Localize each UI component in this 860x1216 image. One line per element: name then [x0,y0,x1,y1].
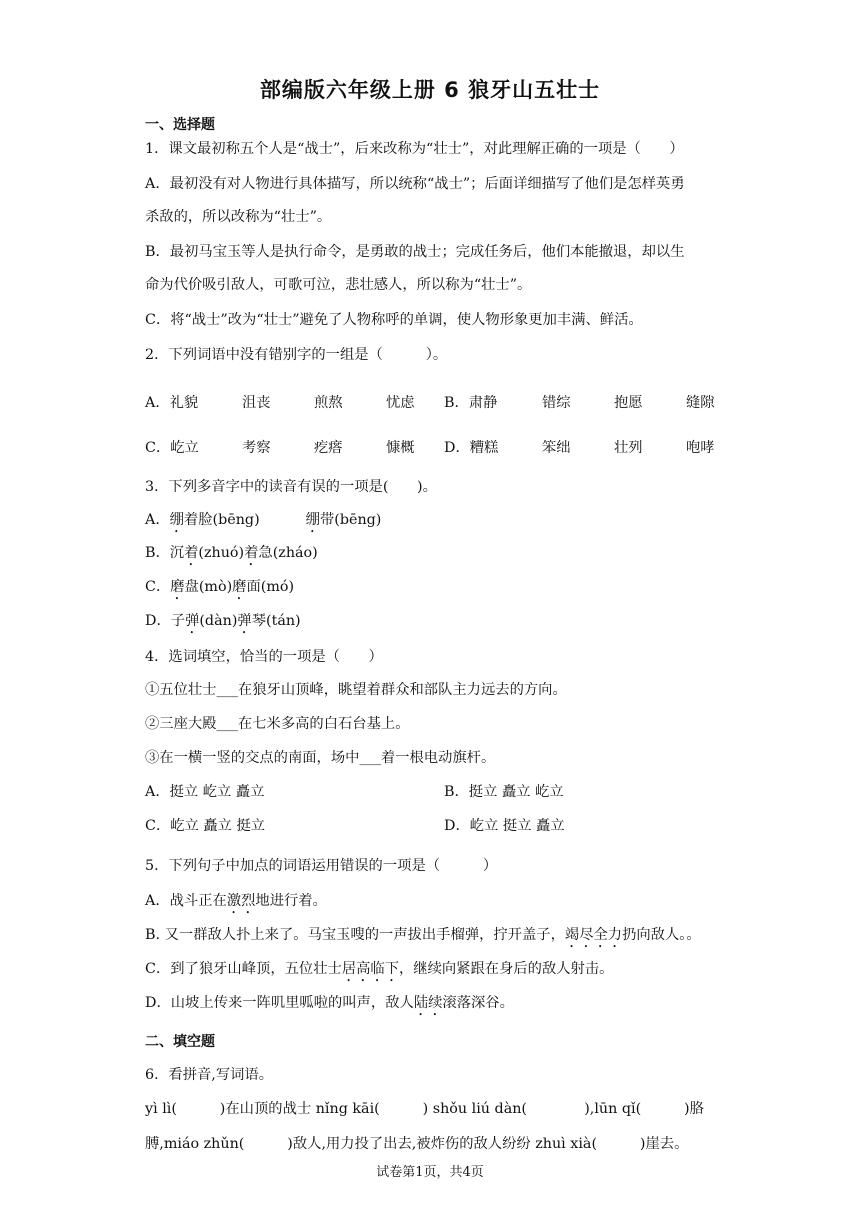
word-cell: 疙瘩 [314,440,343,456]
question-5-option-b [145,925,701,951]
word-cell: D．糟糕 [444,440,499,456]
question-4-option-d: D．屹立 挺立 矗立 [444,818,565,834]
option-text: 带(bēng) [319,512,382,528]
option-text: B．沉 [145,545,185,561]
question-6-stem: 6．看拼音,写词语。 [145,1067,274,1083]
question-5-stem: 5．下列句子中加点的词语运用错误的一项是（ ） [145,858,498,874]
question-1-option-b-line1: B．最初马宝玉等人是执行命令，是勇敢的战士；完成任务后，他们本能撤退，却以生 [145,244,685,260]
word-cell: 笨绌 [542,440,571,456]
word-cell: 缝隙 [686,395,715,411]
question-5-option-d [145,993,514,1019]
option-label: C． [145,579,171,595]
word-cell: 考察 [242,440,271,456]
question-3-option-a [145,510,381,536]
question-1-stem: 1．课文最初称五个人是“战士”，后来改称为“壮士”，对此理解正确的一项是（ ） [145,141,684,157]
option-text: 面(mó) [246,579,295,595]
section-heading-choice: 一、选择题 [145,117,215,133]
word-cell: 慷概 [386,440,415,456]
option-text: (zhuó) [198,545,245,561]
word-cell: 煎熬 [314,395,343,411]
option-text: D．子 [145,613,186,629]
section-heading-fill: 二、填空题 [145,1034,215,1050]
question-1-option-c: C．将“战士”改为“壮士”避免了人物称呼的单调，使人物形象更加丰满、鲜活。 [145,312,643,328]
question-4-sentence-2: ②三座大殿___在七米多高的白石台基上。 [145,716,410,732]
dotted-word: 陆续 [413,995,443,1011]
option-text: A．战斗正在 [145,893,227,909]
page-footer: 试卷第1页，共4页 [376,1165,484,1180]
word-cell: 沮丧 [242,395,271,411]
question-1-option-a-line1: A．最初没有对人物进行具体描写，所以统称“战士”；后面详细描写了他们是怎样英勇 [145,176,685,192]
option-text: 盘(mò) [184,579,233,595]
question-4-option-b: B．挺立 矗立 屹立 [444,784,564,800]
option-text: 滚落深谷。 [442,995,514,1011]
question-4-sentence-1: ①五位壮士___在狼牙山顶峰，眺望着群众和部队主力远去的方向。 [145,682,567,698]
question-6-line-2: 膊,miáo zhǔn( )敌人,用力投了出去,被炸伤的敌人纷纷 zhuì xià( )崖去。 [145,1136,689,1152]
page-title: 部编版六年级上册 6 狼牙山五壮士 [259,78,601,102]
question-1-option-a-line2: 杀敌的，所以改称为“壮士”。 [145,209,332,225]
question-1-option-b-line2: 命为代价吸引敌人，可歌可泣，悲壮感人，所以称为“壮士”。 [145,277,532,293]
question-2-stem: 2．下列词语中没有错别字的一组是（ ）。 [145,347,448,363]
word-cell: 咆哮 [686,440,715,456]
dotted-char: 着 [244,545,259,561]
word-cell: 错综 [542,395,571,411]
option-text: 扔向敌人。。 [622,927,701,943]
word-cell: B．肃静 [444,395,498,411]
option-text: (dàn) [199,613,238,629]
option-text: 急(zháo) [258,545,318,561]
dotted-word: 居高临下 [341,961,399,977]
option-text: C．到了狼牙山峰顶，五位壮士 [145,961,342,977]
option-text: ，继续向紧跟在身后的敌人射击。 [399,961,614,977]
option-label: A． [145,512,170,528]
word-cell: C．屹立 [145,440,199,456]
question-3-stem: 3．下列多音字中的读音有误的一项是( )。 [145,479,437,495]
word-cell: 壮列 [614,440,643,456]
word-cell: 忧虑 [386,395,415,411]
option-text: D．山坡上传来一阵叽里呱啦的叫声，敌人 [145,995,414,1011]
option-text: B. 又一群敌人扑上来了。马宝玉嗖的一声拔出手榴弹，拧开盖子， [145,927,565,943]
word-cell: A．礼貌 [145,395,199,411]
dotted-char: 着 [184,545,199,561]
option-text: 地进行着。 [255,893,327,909]
dotted-word: 竭尽全力 [564,927,623,943]
question-3-option-d [145,611,301,637]
word-cell: 抱愿 [614,395,643,411]
dotted-char: 绷 [305,512,320,528]
question-3-option-b [145,543,318,569]
option-text: 琴(tán) [251,613,301,629]
question-5-option-a [145,891,327,917]
dotted-char: 磨 [170,579,185,595]
dotted-char: 磨 [232,579,247,595]
dotted-char: 弹 [185,613,200,629]
question-4-sentence-3: ③在一横一竖的交点的南面，场中___着一根电动旗杆。 [145,750,496,766]
question-4-option-a: A．挺立 屹立 矗立 [145,784,265,800]
option-text: 着脸(bēng) [183,512,260,528]
question-4-stem: 4．选词填空，恰当的一项是（ ） [145,649,383,665]
dotted-char: 绷 [169,512,184,528]
question-3-option-c [145,577,294,603]
question-5-option-c [145,959,613,985]
dotted-word: 激烈 [226,893,256,909]
question-4-option-c: C．屹立 矗立 挺立 [145,818,266,834]
question-6-line-1: yì lì( )在山顶的战士 nǐng kāi( ) shǒu liú dàn( ),lūn qǐ( )胳 [145,1101,704,1117]
dotted-char: 弹 [237,613,252,629]
